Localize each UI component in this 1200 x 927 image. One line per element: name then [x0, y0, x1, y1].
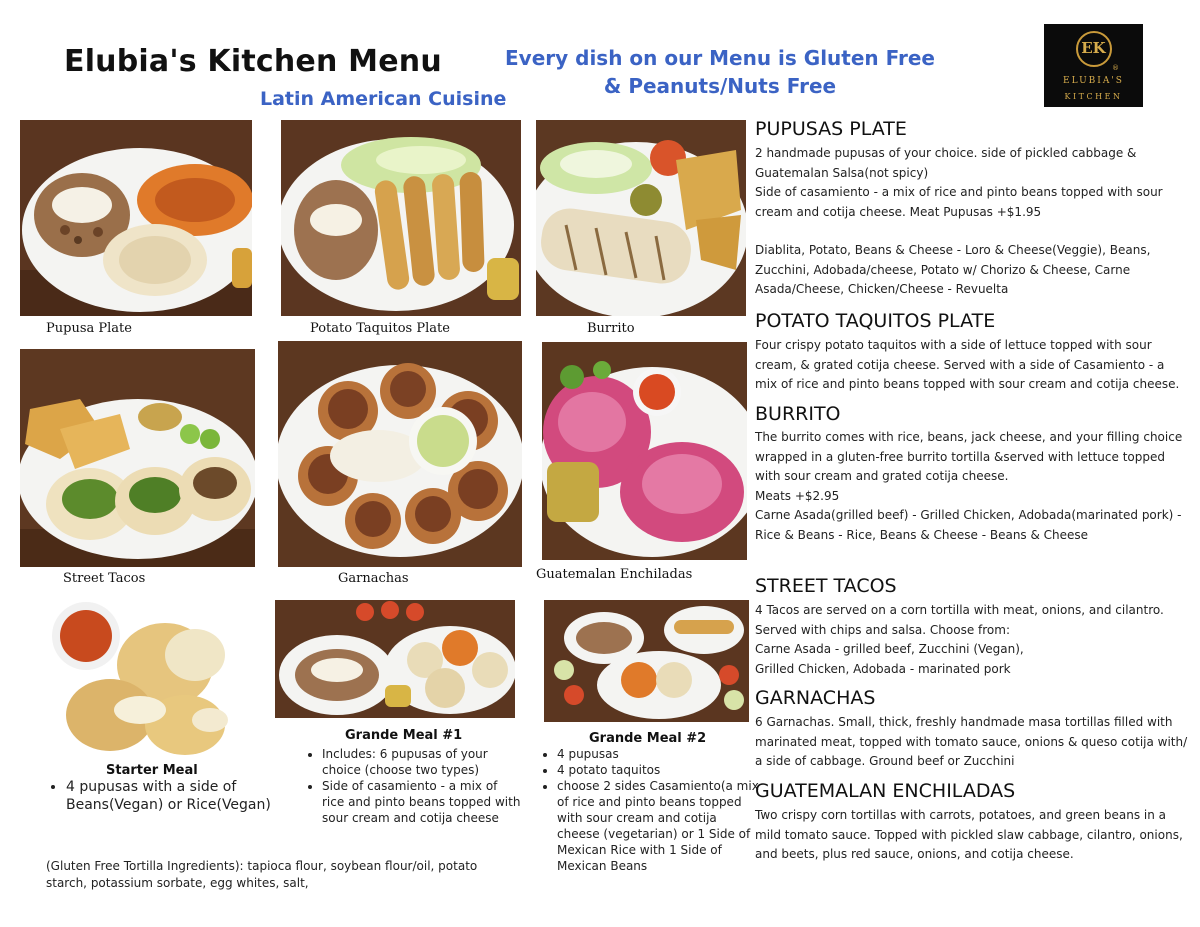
- enchiladas-description: [755, 806, 1190, 865]
- starter-meal-caption: Starter Meal: [106, 763, 198, 778]
- menu-title: Elubia's Kitchen Menu: [64, 44, 442, 79]
- burrito-fillings: Carne Asada(grilled beef) - Grilled Chicken, Adobada(marinated pork) -Rice & Beans - Rice, Beans & Cheese - Beans & Cheese: [755, 508, 1182, 542]
- pupusa-plate-caption: Pupusa Plate: [46, 321, 132, 336]
- garnachas-description: [755, 713, 1190, 772]
- taquitos-text: Four crispy potato taquitos with a side of lettuce topped with sour cream, & grated cotija cheese. Served with a side of Casamiento - a mix of rice and pinto beans topped with sour cream and cotija cheese.: [755, 338, 1180, 391]
- grande-meal-1-heading: Grande Meal #1: [345, 728, 463, 743]
- gluten-free-line-1: Every dish on our Menu is Gluten Free: [505, 46, 935, 70]
- logo-initials: EK: [1081, 39, 1106, 57]
- grande-meal-1-photo: [275, 600, 515, 718]
- pupusas-heading: PUPUSAS PLATE: [755, 118, 907, 140]
- burrito-text: The burrito comes with rice, beans, jack cheese, and your filling choice wrapped in a gluten-free burrito tortilla &served with lettuce topped with sour cream and grated cotija cheese.: [755, 430, 1183, 483]
- grande-meal-1-item: • Side of casamiento - a mix of rice and pinto beans topped with sour cream and cotija cheese: [322, 778, 522, 826]
- grande-meal-1-list: [306, 746, 522, 826]
- grande-meal-1-item: • Includes: 6 pupusas of your choice (choose two types): [322, 746, 522, 778]
- guatemalan-enchiladas-caption: Guatemalan Enchiladas: [536, 567, 693, 582]
- burrito-caption: Burrito: [587, 321, 635, 336]
- logo-name: ELUBIA'S: [1063, 76, 1124, 86]
- starter-meal-item: • 4 pupusas with a side of Beans(Vegan) or Rice(Vegan): [66, 778, 296, 814]
- guatemalan-enchiladas-photo: [542, 342, 747, 560]
- starter-meal-list: [50, 778, 296, 814]
- burrito-photo: [536, 120, 746, 316]
- tortilla-ingredients-note: (Gluten Free Tortilla Ingredients): tapioca flour, soybean flour/oil, potato starch, potassium sorbate, egg whites, salt,: [46, 859, 478, 890]
- elubias-kitchen-logo: [1044, 24, 1143, 107]
- gluten-free-notice: [490, 44, 950, 100]
- grande-meal-2-item: • 4 pupusas: [557, 746, 762, 762]
- potato-taquitos-caption: Potato Taquitos Plate: [310, 321, 450, 336]
- grande-meal-2-photo: [544, 600, 749, 722]
- pupusas-text-1: 2 handmade pupusas of your choice. side of pickled cabbage & Guatemalan Salsa(not spicy): [755, 146, 1137, 180]
- street-tacos-options-2: Grilled Chicken, Adobada - marinated pork: [755, 661, 1011, 676]
- potato-taquitos-photo: [281, 120, 521, 316]
- street-tacos-caption: Street Tacos: [63, 571, 146, 586]
- menu-subtitle: Latin American Cuisine: [260, 88, 507, 110]
- garnachas-heading: GARNACHAS: [755, 687, 876, 709]
- grande-meal-2-item: • choose 2 sides Casamiento(a mix of rice and pinto beans topped with sour cream and cotija cheese (vegetarian) or 1 Side of Mexican Rice with 1 Side of Mexican Beans: [557, 778, 762, 874]
- logo-subname: KITCHEN: [1064, 92, 1123, 101]
- grande-meal-2-item: • 4 potato taquitos: [557, 762, 762, 778]
- street-tacos-text: 4 Tacos are served on a corn tortilla with meat, onions, and cilantro. Served with chips and salsa. Choose from:: [755, 603, 1164, 637]
- logo-registered-mark: ®: [1112, 64, 1119, 72]
- garnachas-text: 6 Garnachas. Small, thick, freshly handmade masa tortillas filled with marinated meat, topped with tomato sauce, onions & queso cotija with/ a side of cabbage. Ground beef or Zucchini: [755, 715, 1188, 768]
- enchiladas-text: Two crispy corn tortillas with carrots, potatoes, and green beans in a mild tomato sauce. Topped with pickled slaw cabbage, cilantro, onions, and beets, plus red sauce, onions, and cotija cheese.: [755, 808, 1183, 861]
- taquitos-description: [755, 336, 1190, 395]
- gluten-free-line-2: & Peanuts/Nuts Free: [603, 74, 837, 98]
- enchiladas-heading: GUATEMALAN ENCHILADAS: [755, 780, 1016, 802]
- grande-meal-2-list: [541, 746, 762, 874]
- burrito-meats-price: Meats +$2.95: [755, 488, 840, 503]
- street-tacos-description: [755, 601, 1190, 679]
- burrito-description: [755, 428, 1190, 545]
- pupusa-plate-photo: [20, 120, 252, 316]
- burrito-heading: BURRITO: [755, 403, 841, 425]
- starter-meal-photo: [50, 600, 232, 760]
- street-tacos-photo: [20, 349, 255, 567]
- pupusas-description: [755, 144, 1190, 300]
- taquitos-heading: POTATO TAQUITOS PLATE: [755, 310, 996, 332]
- garnachas-photo: [278, 341, 522, 567]
- garnachas-caption: Garnachas: [338, 571, 409, 586]
- pupusas-flavors: Diablita, Potato, Beans & Cheese - Loro & Cheese(Veggie), Beans, Zucchini, Adobada/cheese, Potato w/ Chorizo & Cheese, Carne Asada/Cheese, Chicken/Cheese - Revuelta: [755, 243, 1151, 296]
- street-tacos-heading: STREET TACOS: [755, 575, 897, 597]
- grande-meal-2-heading: Grande Meal #2: [589, 731, 707, 746]
- street-tacos-options-1: Carne Asada - grilled beef, Zucchini (Vegan),: [755, 642, 1024, 656]
- pupusas-text-2: Side of casamiento - a mix of rice and pinto beans topped with sour cream and cotija cheese. Meat Pupusas +$1.95: [755, 185, 1163, 219]
